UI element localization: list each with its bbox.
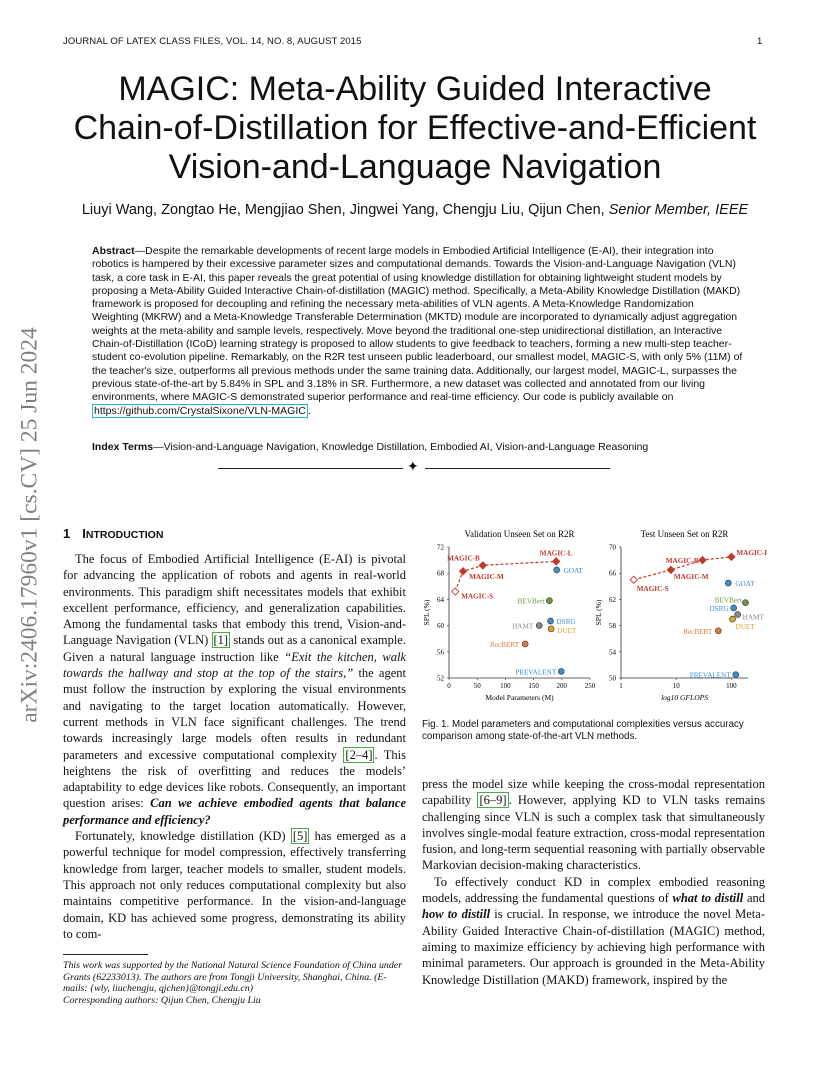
title-line-1: MAGIC: Meta-Ability Guided Interactive: [118, 70, 712, 108]
point-label-hamt: HAMT: [512, 622, 534, 631]
y-tick-label: 56: [437, 648, 444, 657]
arxiv-identifier[interactable]: arXiv:2406.17960v1 [cs.CV] 25 Jun 2024: [16, 327, 43, 723]
data-point-magic-s: [630, 576, 637, 583]
x-tick-label: 1: [619, 682, 623, 690]
abstract-text: —Despite the remarkable developments of recent large models in Embodied Artificial Intelligence (E-AI), their integration into robotics is hampered by their excessive parameter sizes and computational demands. Towards the Vision-and-Language Navigation (VLN) task, a core task in E-AI, this paper reveals the great potential of using knowledge distillation for obtaining lightweight student models by proposing a Meta-Ability Guided Interactive Chain-of-distillation (MAGIC) method. Specifically, a Meta-Ability Knowledge Distillation (MAKD) framework is proposed for decoupling and refining the necessary meta-abilities of VLN agents. A Meta-Knowledge Randomization Weighting (MKRW) and a Meta-Knowledge Transferable Determination (MKTD) module are incorporated to dynamically adjust aggregation weights at the meta-ability and sample levels, respectively. Move beyond the traditional one-step unidirectional distillation, an Interactive Chain-of-Distillation (ICoD) learning strategy is proposed to allow students to give feedback to teachers, forming a new multi-step teacher-student co-evolution pipeline. Remarkably, on the R2R test unseen public leaderboard, our smallest model, MAGIC-S, with only 5% (11M) of the teacher's size, outperforms all previous methods under the same training data. Additionally, our largest model, MAGIC-L, surpasses the previous state-of-the-art by 5.84% in SPL and 3.18% in SR. Furthermore, a new dataset was collected and annotated from our living environments, where MAGIC-S demonstrated superior performance and real-time efficiency. Our code is publicly available on: [92, 245, 743, 404]
point-label-magic-l: MAGIC-L: [539, 549, 573, 558]
figure-1: [422, 524, 767, 710]
abstract-end: .: [307, 404, 311, 417]
data-point-goat: [725, 580, 731, 586]
code-link[interactable]: https://github.com/CrystalSixone/VLN-MAGIC: [94, 404, 306, 417]
intro-paragraph-4: To effectively conduct KD in complex embodied reasoning models, addressing the fundamental questions of what to distill and how to distill is crucial. In response, we introduce the novel Meta-Ability Guided Interactive Chain-of-distillation (MAGIC) method, aiming to maximize efficiency by achieving high performance with minimal parameters. Our approach is grounded in the Meta-Ability Knowledge Distillation (MAKD) framework, inspired by the: [422, 874, 766, 987]
data-point-magic-s: [452, 588, 459, 595]
y-tick-label: 54: [609, 648, 616, 657]
data-point-hamt: [536, 623, 542, 629]
data-point-recbert: [715, 628, 721, 634]
point-label-magic-b: MAGIC-B: [447, 554, 480, 563]
intro-paragraph-3: press the model size while keeping the cross-modal representation capability [6–9] . However, applying KD to VLN tasks remains challenging since VLN is such a complex task that simultaneously involves single-modal feature extraction, cross-modal representation fusion, and long-term sequential reasoning with partially observable Markovian decision-making characteristics.: [422, 777, 765, 873]
data-point-magic-m: [460, 568, 467, 575]
index-terms-label: Index Terms: [92, 441, 154, 453]
paper-title: [60, 70, 770, 187]
index-terms-text: —Vision-and-Language Navigation, Knowledge Distillation, Embodied AI, Vision-and-Language Reasoning: [153, 441, 649, 453]
figure-caption: Fig. 1. Model parameters and computational complexities versus accuracy comparison among state-of-the-art VLN methods.: [422, 719, 744, 742]
page-number: 1: [757, 36, 763, 47]
x-tick-label: 150: [528, 682, 539, 690]
y-tick-label: 62: [609, 595, 616, 604]
question-how: how to distill: [422, 907, 491, 922]
x-axis-label: log10 GFLOPS: [661, 693, 708, 702]
point-label-prevalent: PREVALENT: [515, 668, 557, 677]
data-point-magic-b: [479, 562, 486, 569]
example-instruction: “Exit the kitchen, walk towards the hallway and stop at the top of the stairs,”: [63, 649, 406, 681]
title-line-3: Vision-and-Language Navigation: [168, 148, 662, 186]
section-divider: [218, 462, 610, 476]
research-question: Can we achieve embodied agents that balance performance and efficiency?: [63, 796, 407, 827]
y-tick-label: 66: [609, 569, 616, 578]
point-label-magic-s: MAGIC-S: [636, 584, 669, 593]
y-tick-label: 58: [609, 622, 616, 631]
x-tick-label: 200: [556, 682, 568, 690]
y-tick-label: 64: [437, 595, 444, 604]
data-point-prevalent: [558, 668, 564, 674]
point-label-bevbert: BEVBert: [714, 596, 742, 605]
data-point-magic-l: [553, 558, 560, 565]
y-tick-label: 50: [609, 674, 616, 683]
intro-paragraph-1: The focus of Embodied Artificial Intelligence (E-AI) is pivotal for advancing the application of robots and agents in real-world environments. This paradigm shift necessitates models that exhibit excellent performance, efficiency, and generalization capabilities. Among the fundamental tasks that embody this trend, Vision-and-Language Navigation (VLN) [1] stands out as a canonical example. Given a natural language instruction like “Exit the kitchen, walk towards the hallway and stop at the top of the stairs,” the agent must follow the instruction by exploring the visual environments and navigating to the target location automatically. However, current methods in VLN face significant challenges. The trend towards increasingly large models often results in redundant parameters and excessive computational complexity [2–4] . This heightens the risk of overfitting and reduces the models’ adaptability to edge devices like robots. Consequently, an important question arises: Can we achieve embodied agents that balance performance and efficiency?: [63, 552, 407, 827]
data-point-hamt: [735, 611, 741, 617]
point-label-magic-m: MAGIC-M: [673, 572, 709, 581]
data-point-magic-l: [728, 553, 735, 560]
data-point-bevbert: [546, 598, 552, 604]
funding-note: This work was supported by the National Natural Science Foundation of China under Grants (62233013). The authors are from Tongji University, Shanghai, China. (E-mails: {wly, liuchengju, qjchen}@tongji.edu.cn): [63, 960, 403, 995]
y-tick-label: 70: [609, 543, 616, 552]
x-tick-label: 100: [500, 682, 511, 690]
corresponding-authors: Corresponding authors: Qijun Chen, Chengju Liu: [63, 995, 261, 1007]
running-header: JOURNAL OF LATEX CLASS FILES, VOL. 14, NO. 8, AUGUST 2015: [63, 36, 362, 47]
data-point-duet: [730, 616, 736, 622]
point-label-goat: GOAT: [735, 580, 755, 589]
author-membership: Senior Member, IEEE: [608, 202, 749, 218]
point-label-dsrg: DSRG: [556, 618, 576, 627]
point-label-magic-s: MAGIC-S: [461, 592, 494, 601]
y-axis-label: SPL (%): [594, 599, 603, 626]
data-point-goat: [554, 567, 560, 573]
footnote: [63, 960, 406, 1007]
section-number: 1: [63, 526, 71, 541]
point-label-hamt: HAMT: [742, 613, 764, 622]
section-title-initial: I: [82, 526, 86, 541]
citation-link[interactable]: [5]: [292, 829, 308, 844]
data-point-recbert: [522, 641, 528, 647]
point-label-bevbert: BEVBert: [517, 597, 545, 606]
y-tick-label: 72: [437, 543, 444, 552]
author-list: [60, 202, 770, 218]
chart-title: Test Unseen Set on R2R: [640, 529, 729, 539]
y-axis-label: SPL (%): [422, 599, 431, 626]
data-point-prevalent: [733, 672, 739, 678]
x-tick-label: 10: [672, 682, 680, 690]
point-label-magic-b: MAGIC-B: [665, 557, 699, 566]
data-point-dsrg: [548, 618, 554, 624]
y-tick-label: 60: [437, 622, 444, 631]
citation-link[interactable]: [6–9]: [479, 793, 507, 808]
title-line-2: Chain-of-Distillation for Effective-and-Efficient: [73, 109, 757, 147]
author-names: Liuyi Wang, Zongtao He, Mengjiao Shen, Jingwei Yang, Chengju Liu, Qijun Chen,: [81, 202, 609, 218]
citation-link[interactable]: [1]: [213, 633, 229, 648]
left-column: [63, 551, 406, 942]
data-point-duet: [548, 626, 554, 632]
divider-line-right: [425, 468, 610, 469]
data-point-bevbert: [742, 600, 748, 606]
x-tick-label: 100: [726, 682, 737, 690]
question-what: what to distill: [672, 891, 744, 906]
point-label-duet: DUET: [735, 623, 755, 632]
point-label-prevalent: PREVALENT: [689, 671, 731, 680]
abstract: [92, 245, 743, 418]
point-label-recbert: RecBERT: [490, 640, 520, 649]
index-terms: [92, 441, 743, 454]
divider-star-icon: ✦: [407, 460, 419, 475]
point-label-magic-l: MAGIC-L: [736, 548, 767, 557]
arxiv-stamp: [10, 290, 50, 760]
data-point-dsrg: [731, 605, 737, 611]
x-axis-label: Model Parameters (M): [485, 693, 554, 702]
point-label-recbert: RecBERT: [683, 627, 713, 636]
point-label-duet: DUET: [557, 626, 577, 635]
figure-charts: [422, 524, 767, 710]
intro-paragraph-2: Fortunately, knowledge distillation (KD) [5] has emerged as a powerful technique for model compression, effectively transferring knowledge from larger, teacher models to smaller, student models. This approach not only reduces computational complexity but also maintains competitive performance. In the vision-and-language domain, KD has achieved some progress, demonstrating its ability to com-: [63, 829, 406, 941]
x-tick-label: 250: [584, 682, 596, 690]
divider-line-left: [218, 468, 403, 469]
section-heading: [63, 526, 163, 541]
point-label-goat: GOAT: [563, 566, 583, 575]
y-tick-label: 52: [437, 674, 444, 683]
right-column: [422, 776, 765, 988]
y-tick-label: 68: [437, 569, 444, 578]
footnote-rule: [63, 954, 148, 955]
section-title-rest: NTRODUCTION: [85, 529, 164, 541]
x-tick-label: 0: [447, 682, 451, 690]
x-tick-label: 50: [473, 682, 481, 690]
chart-title: Validation Unseen Set on R2R: [464, 529, 575, 539]
citation-link[interactable]: [2–4]: [345, 747, 373, 762]
point-label-dsrg: DSRG: [709, 604, 729, 613]
point-label-magic-m: MAGIC-M: [469, 573, 504, 582]
data-point-magic-b: [699, 557, 706, 564]
abstract-label: Abstract: [92, 245, 135, 257]
